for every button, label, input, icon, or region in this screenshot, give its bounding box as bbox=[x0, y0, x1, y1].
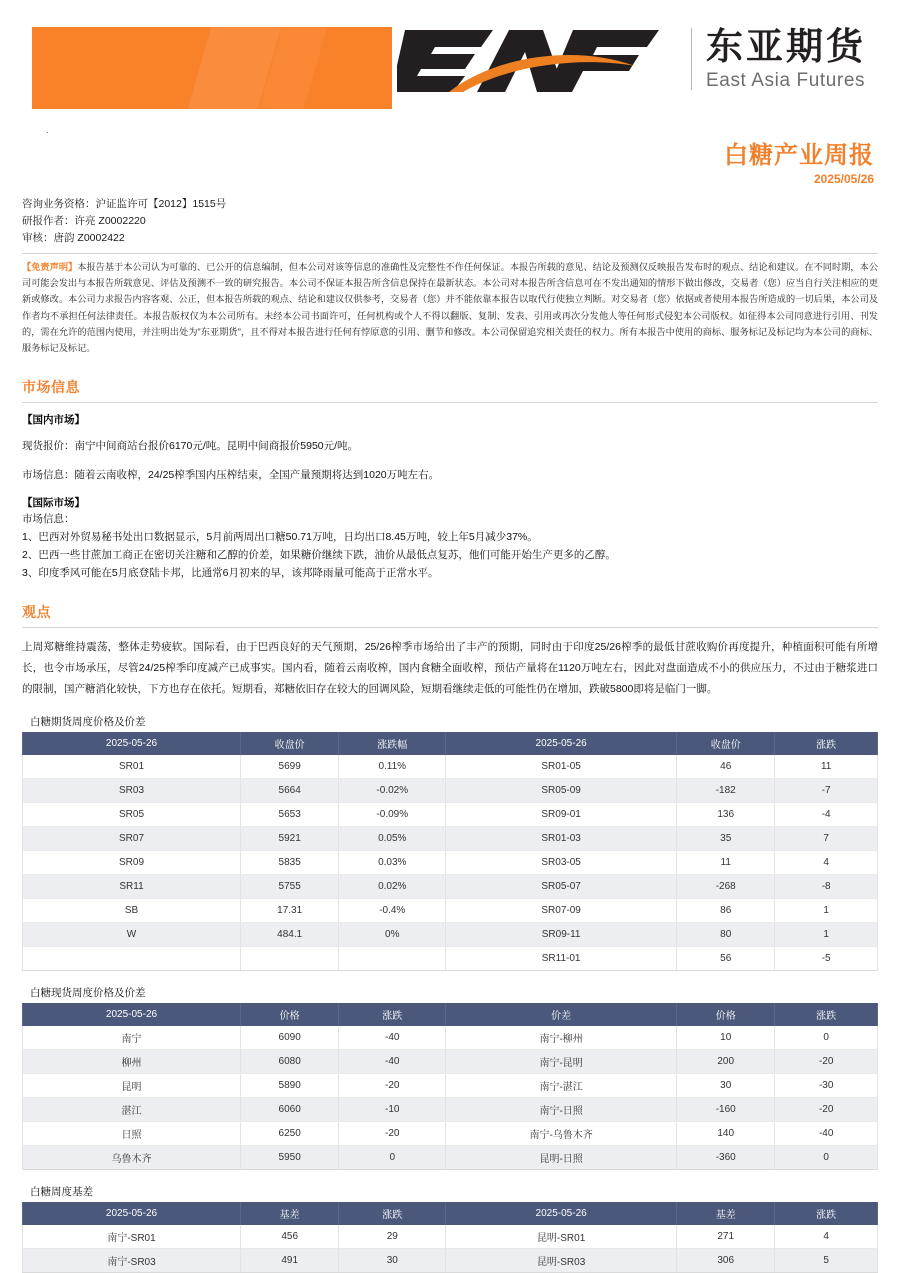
table-cell bbox=[241, 946, 339, 970]
table-cell bbox=[339, 946, 446, 970]
report-date: 2025/05/26 bbox=[813, 171, 874, 186]
table-header-row bbox=[23, 1202, 878, 1225]
international-item-3: 3、印度季风可能在5月底登陆卡邦，比通常6月初来的早，该邦降雨量可能高于正常水平。 bbox=[22, 566, 439, 579]
column-header: 收盘价 bbox=[677, 732, 775, 755]
table-cell: 4 bbox=[775, 1225, 878, 1249]
table-cell: 5664 bbox=[241, 778, 339, 802]
table-cell: 10 bbox=[677, 1026, 775, 1050]
company-logo bbox=[397, 22, 866, 96]
table-cell: SR01-03 bbox=[446, 826, 677, 850]
table-cell: -7 bbox=[775, 778, 878, 802]
column-header: 2025-05-26 bbox=[446, 732, 677, 755]
logo-divider bbox=[691, 28, 692, 90]
table-cell: SR11-01 bbox=[446, 946, 677, 970]
table-row bbox=[23, 778, 878, 802]
table-cell: -182 bbox=[677, 778, 775, 802]
table-cell: 0 bbox=[775, 1026, 878, 1050]
table-cell: SR05 bbox=[23, 802, 241, 826]
table-cell: SB bbox=[23, 898, 241, 922]
table-cell: 南宁-昆明 bbox=[446, 1049, 677, 1073]
column-header: 涨跌 bbox=[339, 1202, 446, 1225]
table-row bbox=[23, 850, 878, 874]
table-cell: 昆明 bbox=[23, 1073, 241, 1097]
column-header: 涨跌 bbox=[339, 1003, 446, 1026]
table-cell: 湛江 bbox=[23, 1097, 241, 1121]
table-row bbox=[23, 1026, 878, 1050]
table-row bbox=[23, 802, 878, 826]
subheading-domestic-market: 【国内市场】 bbox=[22, 413, 85, 426]
table-cell: -40 bbox=[339, 1049, 446, 1073]
table-cell: 日照 bbox=[23, 1121, 241, 1145]
table-cell: 7 bbox=[775, 826, 878, 850]
table-cell: 0.05% bbox=[339, 826, 446, 850]
section-heading-opinion: 观点 bbox=[22, 602, 878, 628]
table-cell: 46 bbox=[677, 755, 775, 779]
column-header: 涨跌幅 bbox=[339, 732, 446, 755]
table-row bbox=[23, 1049, 878, 1073]
table-caption-futures: 白糖期货周度价格及价差 bbox=[30, 715, 146, 728]
column-header: 涨跌 bbox=[775, 1003, 878, 1026]
table-cell: 6090 bbox=[241, 1026, 339, 1050]
table-cell: -40 bbox=[775, 1121, 878, 1145]
table-cell: 南宁-柳州 bbox=[446, 1026, 677, 1050]
table-cell: 南宁-SR01 bbox=[23, 1225, 241, 1249]
table-cell: 0.03% bbox=[339, 850, 446, 874]
table-cell: 4 bbox=[775, 850, 878, 874]
orange-banner-block bbox=[32, 27, 392, 109]
table-cell: -4 bbox=[775, 802, 878, 826]
table-cell: 0.02% bbox=[339, 874, 446, 898]
table-cell: 0% bbox=[339, 922, 446, 946]
column-header: 价格 bbox=[241, 1003, 339, 1026]
table-cell: 5921 bbox=[241, 826, 339, 850]
table-cell: -20 bbox=[339, 1073, 446, 1097]
column-header: 基差 bbox=[241, 1202, 339, 1225]
table-cell: SR11 bbox=[23, 874, 241, 898]
table-cell: 南宁-乌鲁木齐 bbox=[446, 1121, 677, 1145]
international-label: 市场信息： bbox=[22, 512, 75, 525]
table-cell: SR01-05 bbox=[446, 755, 677, 779]
brand-name-cn: 东亚期货 bbox=[706, 25, 866, 68]
table-cell: SR05-09 bbox=[446, 778, 677, 802]
table-cell: SR05-07 bbox=[446, 874, 677, 898]
column-header: 2025-05-26 bbox=[23, 1003, 241, 1026]
table-cell: 5835 bbox=[241, 850, 339, 874]
table-cell: SR07-09 bbox=[446, 898, 677, 922]
table-cell: -5 bbox=[775, 946, 878, 970]
report-title-block bbox=[22, 142, 878, 186]
table-row bbox=[23, 1248, 878, 1272]
table-cell: SR07 bbox=[23, 826, 241, 850]
disclaimer-tag: 【免责声明】 bbox=[22, 261, 78, 272]
table-cell: 南宁-湛江 bbox=[446, 1073, 677, 1097]
table-cell: -0.09% bbox=[339, 802, 446, 826]
table-row bbox=[23, 898, 878, 922]
table-cell: -30 bbox=[775, 1073, 878, 1097]
table-cell: 17.31 bbox=[241, 898, 339, 922]
table-cell: 5699 bbox=[241, 755, 339, 779]
table-row bbox=[23, 874, 878, 898]
international-item-1: 1、巴西对外贸易秘书处出口数据显示，5月前两周出口糖50.71万吨，日均出口8.45万吨，较上年5月减少37%。 bbox=[22, 530, 538, 543]
table-cell: -40 bbox=[339, 1026, 446, 1050]
credentials-block bbox=[22, 196, 878, 248]
table-cell: 1 bbox=[775, 898, 878, 922]
domestic-spot-quote: 现货报价：南宁中间商站台报价6170元/吨。昆明中间商报价5950元/吨。 bbox=[22, 439, 359, 452]
table-cell: 6060 bbox=[241, 1097, 339, 1121]
table-cell: 0 bbox=[339, 1145, 446, 1169]
reviewer-line: 审核：唐韵 Z0002422 bbox=[22, 232, 125, 245]
page-title: 白糖产业周报 bbox=[724, 141, 874, 169]
table-cell: 200 bbox=[677, 1049, 775, 1073]
author-line: 研报作者：许亮 Z0002220 bbox=[22, 214, 146, 227]
table-cell: -0.4% bbox=[339, 898, 446, 922]
column-header: 价格 bbox=[677, 1003, 775, 1026]
table-cell: -160 bbox=[677, 1097, 775, 1121]
weekly-basis-table bbox=[22, 1202, 878, 1273]
table-row bbox=[23, 922, 878, 946]
table-cell: 136 bbox=[677, 802, 775, 826]
table-cell: SR03-05 bbox=[446, 850, 677, 874]
table-cell: SR09-01 bbox=[446, 802, 677, 826]
table-cell: 5755 bbox=[241, 874, 339, 898]
domestic-market-note: 市场信息：随着云南收榨，24/25榨季国内压榨结束，全国产量预期将达到1020万吨左右。 bbox=[22, 469, 440, 482]
table-cell: 5890 bbox=[241, 1073, 339, 1097]
table-cell: SR09 bbox=[23, 850, 241, 874]
table-cell: 30 bbox=[677, 1073, 775, 1097]
table-row bbox=[23, 946, 878, 970]
table-cell: 乌鲁木齐 bbox=[23, 1145, 241, 1169]
table-cell: -268 bbox=[677, 874, 775, 898]
table-cell: 1 bbox=[775, 922, 878, 946]
subheading-international-market: 【国际市场】 bbox=[22, 496, 85, 509]
section-heading-market-info: 市场信息 bbox=[22, 377, 878, 403]
table-cell: 484.1 bbox=[241, 922, 339, 946]
table-cell: SR09-11 bbox=[446, 922, 677, 946]
table-cell: 南宁 bbox=[23, 1026, 241, 1050]
table-cell: 456 bbox=[241, 1225, 339, 1249]
table-row bbox=[23, 1225, 878, 1249]
table-cell: 140 bbox=[677, 1121, 775, 1145]
table-cell: 5653 bbox=[241, 802, 339, 826]
table-caption-basis: 白糖周度基差 bbox=[30, 1185, 93, 1198]
table-row bbox=[23, 1145, 878, 1169]
table-cell bbox=[23, 946, 241, 970]
table-cell: W bbox=[23, 922, 241, 946]
table-row bbox=[23, 1073, 878, 1097]
table-cell: -20 bbox=[775, 1049, 878, 1073]
column-header: 涨跌 bbox=[775, 1202, 878, 1225]
table-cell: -8 bbox=[775, 874, 878, 898]
table-cell: 柳州 bbox=[23, 1049, 241, 1073]
spot-price-spread-table bbox=[22, 1003, 878, 1170]
column-header: 2025-05-26 bbox=[23, 732, 241, 755]
eaf-logo-icon bbox=[397, 22, 677, 96]
table-cell: 昆明-SR01 bbox=[446, 1225, 677, 1249]
table-cell: SR01 bbox=[23, 755, 241, 779]
column-header: 基差 bbox=[677, 1202, 775, 1225]
stray-dot-mark: . bbox=[46, 125, 49, 135]
table-cell: 昆明-日照 bbox=[446, 1145, 677, 1169]
table-cell: 271 bbox=[677, 1225, 775, 1249]
table-cell: 0.11% bbox=[339, 755, 446, 779]
table-cell: 86 bbox=[677, 898, 775, 922]
qualification-line: 咨询业务资格：沪证监许可【2012】1515号 bbox=[22, 197, 227, 210]
table-cell: 昆明-SR03 bbox=[446, 1248, 677, 1272]
table-cell: SR03 bbox=[23, 778, 241, 802]
table-cell: 11 bbox=[677, 850, 775, 874]
table-cell: 35 bbox=[677, 826, 775, 850]
column-header: 价差 bbox=[446, 1003, 677, 1026]
column-header: 涨跌 bbox=[775, 732, 878, 755]
table-cell: 南宁-SR03 bbox=[23, 1248, 241, 1272]
futures-price-spread-table bbox=[22, 732, 878, 971]
table-cell: -20 bbox=[339, 1121, 446, 1145]
opinion-text: 上周郑糖维持震荡，整体走势疲软。国际看，由于巴西良好的天气预期，25/26榨季市场给出了丰产的预期，同时由于印度25/26榨季的最低甘蔗收购价再度提升，种植面积可能有所增长，也令市场承压，尽管24/25榨季印度减产已成事实。国内看，随着云南收榨，国内食糖全面收榨，预估产量将在1120万吨左右，因此对盘面造成不小的供应压力，不过由于糖浆进口的限制，国产糖消化较快，下方也存在依托。短期看，郑糖依旧存在较大的回调风险，短期看继续走低的可能性仍在增加，跌破5800即将是临门一脚。 bbox=[22, 640, 878, 695]
disclaimer-block bbox=[22, 253, 878, 357]
table-cell: 306 bbox=[677, 1248, 775, 1272]
table-cell: -0.02% bbox=[339, 778, 446, 802]
table-header-row bbox=[23, 1003, 878, 1026]
table-cell: 6080 bbox=[241, 1049, 339, 1073]
table-cell: 56 bbox=[677, 946, 775, 970]
table-cell: 491 bbox=[241, 1248, 339, 1272]
disclaimer-text: 本报告基于本公司认为可靠的、已公开的信息编制，但本公司对该等信息的准确性及完整性不作任何保证。本报告所载的意见、结论及预测仅反映报告发布时的观点、结论和建议。在不同时期，本公司可能会发出与本报告所载意见、评估及预测不一致的研究报告。本公司不保证本报告所含信息保持在最新状态。本公司对本报告所含信息可在不发出通知的情形下做出修改，交易者（您）应当自行关注相应的更新或修改。本公司力求报告内容客观、公正，但本报告所载的观点、结论和建议仅供参考，交易者（您）并不能依靠本报告以取代行使独立判断。对交易者（您）依据或者使用本报告所造成的一切后果，本公司及作者均不承担任何法律责任。本报告版权仅为本公司所有。未经本公司书面许可，任何机构或个人不得以翻版、复制、发表、引用或再次分发他人等任何形式侵犯本公司版权。如征得本公司同意进行引用、刊发的，需在允许的范围内使用，并注明出处为"东亚期货"，且不得对本报告进行任何有悖原意的引用、删节和修改。本公司保留追究相关责任的权力。所有本报告中使用的商标、服务标记及标记均为本公司的商标、服务标记及标记。 bbox=[22, 261, 879, 354]
table-row bbox=[23, 826, 878, 850]
table-cell: 11 bbox=[775, 755, 878, 779]
table-caption-spot: 白糖现货周度价格及价差 bbox=[30, 986, 146, 999]
table-cell: 80 bbox=[677, 922, 775, 946]
table-cell: 6250 bbox=[241, 1121, 339, 1145]
table-cell: 0 bbox=[775, 1145, 878, 1169]
table-cell: 29 bbox=[339, 1225, 446, 1249]
column-header: 收盘价 bbox=[241, 732, 339, 755]
table-cell: -10 bbox=[339, 1097, 446, 1121]
column-header: 2025-05-26 bbox=[446, 1202, 677, 1225]
table-row bbox=[23, 1097, 878, 1121]
table-cell: 5950 bbox=[241, 1145, 339, 1169]
table-row bbox=[23, 1121, 878, 1145]
table-cell: 南宁-日照 bbox=[446, 1097, 677, 1121]
page-header bbox=[22, 0, 878, 135]
table-cell: 30 bbox=[339, 1248, 446, 1272]
table-cell: -360 bbox=[677, 1145, 775, 1169]
international-item-2: 2、巴西一些甘蔗加工商正在密切关注糖和乙醇的价差，如果糖价继续下跌，油价从最低点复苏，他们可能开始生产更多的乙醇。 bbox=[22, 548, 616, 561]
table-row bbox=[23, 755, 878, 779]
brand-name-en: East Asia Futures bbox=[706, 70, 866, 91]
table-cell: -20 bbox=[775, 1097, 878, 1121]
table-header-row bbox=[23, 732, 878, 755]
table-cell: 5 bbox=[775, 1248, 878, 1272]
column-header: 2025-05-26 bbox=[23, 1202, 241, 1225]
